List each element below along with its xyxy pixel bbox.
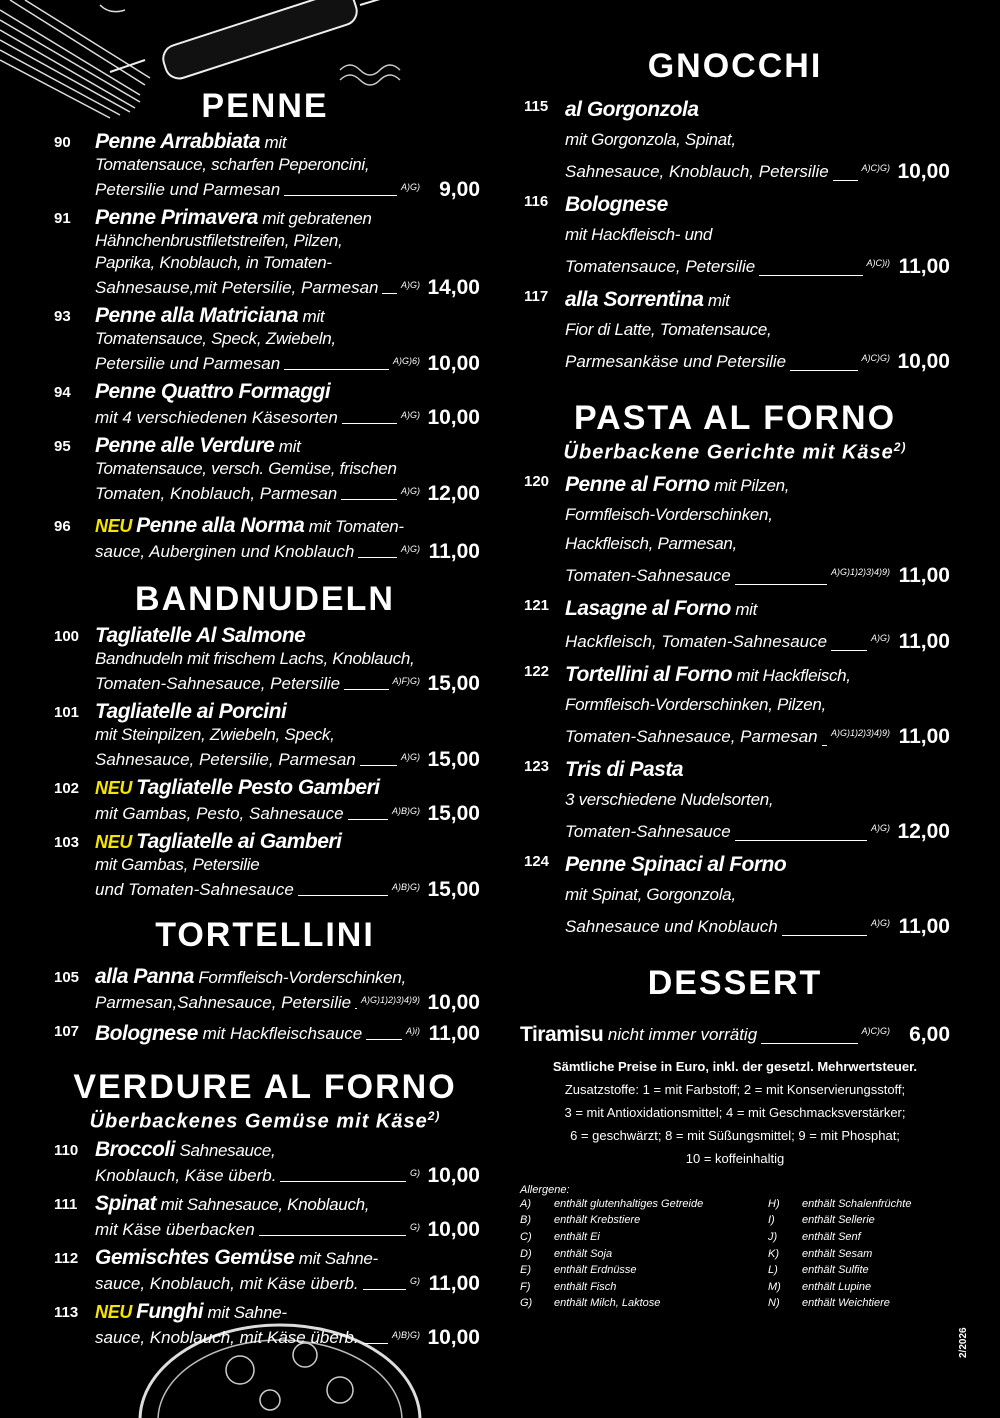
allergen-codes: A)G) — [871, 633, 890, 644]
allergen-codes: A)G)1)2)3)4)9) — [830, 728, 890, 739]
item-desc: Bandnudeln mit frischem Lachs, Knoblauch, — [95, 648, 415, 668]
allergen-codes: A)G)6) — [393, 356, 420, 367]
item-number: 123 — [524, 758, 550, 776]
item-price: 11,00 — [898, 915, 950, 939]
item-desc: und Tomaten-Sahnesauce — [95, 879, 294, 899]
item-number: 115 — [524, 98, 549, 116]
item-price: 11,00 — [898, 630, 950, 654]
item-price: 14,00 — [427, 276, 480, 300]
allergen-text: enthält Sellerie — [802, 1214, 875, 1227]
version-label: 2/2026 — [958, 1327, 969, 1358]
menu-item — [520, 470, 950, 590]
allergen-text: enthält Schalenfrüchte — [802, 1197, 912, 1210]
allergen-codes: A)B)G) — [392, 881, 420, 892]
item-desc: Sahnesause,mit Petersilie, Parmesan — [95, 278, 379, 298]
item-name: Penne al Forno — [565, 473, 710, 497]
allergen-text: enthält Soja — [554, 1247, 613, 1260]
notes-line: 10 = koffeinhaltig — [685, 1150, 785, 1166]
item-desc: mit Sahnesauce, Knoblauch, — [160, 1195, 370, 1215]
item-price: 11,00 — [898, 725, 950, 749]
item-desc: mit Käse überbacken — [95, 1220, 255, 1240]
item-desc: Sahnesauce, Knoblauch, Petersilie — [565, 162, 829, 182]
subtitle-footnote: 2) — [893, 439, 907, 454]
allergen-codes: A)C)G) — [861, 1025, 890, 1036]
section-title-penne: PENNE — [201, 87, 329, 125]
allergen-code: B) — [520, 1214, 531, 1227]
item-desc: mit Spinat, Gorgonzola, — [565, 885, 736, 905]
item-price: 9,00 — [439, 178, 480, 202]
item-name: Tiramisu — [520, 1022, 604, 1046]
new-badge: NEU — [95, 516, 133, 537]
allergen-codes: G) — [410, 1276, 420, 1287]
item-name: Tagliatelle Al Salmone — [95, 623, 306, 647]
item-desc: mit — [264, 133, 287, 153]
item-desc: mit Hackfleisch- und — [565, 225, 713, 245]
item-desc: mit Hackfleischsauce — [202, 1024, 363, 1044]
menu-item — [50, 1301, 480, 1349]
item-name: Penne Spinaci al Forno — [565, 853, 787, 877]
item-price: 10,00 — [897, 160, 950, 184]
item-desc: Tomaten, Knoblauch, Parmesan — [95, 484, 338, 504]
item-name: Tagliatelle ai Gamberi — [136, 829, 342, 853]
subtitle-text: Überbackene Gerichte mit Käse — [563, 441, 894, 464]
menu-item — [50, 966, 480, 1014]
menu-item — [50, 305, 480, 375]
allergen-code: H) — [768, 1197, 780, 1210]
price-notes — [520, 1055, 950, 1170]
left-column — [50, 88, 480, 1355]
item-desc: Hähnchenbrustfiletstreifen, Pilzen, — [95, 231, 343, 251]
item-desc: Formfleisch-Vorderschinken, — [198, 968, 406, 988]
item-desc: mit Hackfleisch, — [736, 666, 851, 686]
item-number: 112 — [54, 1250, 79, 1268]
item-desc: Sahnesauce, — [179, 1141, 276, 1161]
item-number: 105 — [54, 969, 80, 987]
item-desc: Tomaten-Sahnesauce — [565, 822, 731, 842]
item-desc: mit Sahne- — [207, 1303, 287, 1323]
section-title-verdure: VERDURE AL FORNO — [73, 1068, 457, 1107]
item-name: Tortellini al Forno — [565, 663, 733, 687]
item-name: Spinat — [95, 1192, 157, 1216]
item-price: 15,00 — [427, 747, 480, 771]
bandnudeln-list — [50, 625, 480, 901]
allergen-codes: A)C)G) — [861, 163, 890, 174]
item-price: 15,00 — [427, 671, 480, 695]
item-desc: Tomatensauce, Speck, Zwiebeln, — [95, 329, 336, 349]
allergen-codes: A)C)i) — [866, 258, 890, 269]
item-number: 91 — [54, 210, 71, 228]
allergen-text: enthält Lupine — [802, 1280, 872, 1293]
menu-item — [50, 515, 480, 563]
notes-line: Sämtliche Preise in Euro, inkl. der gesetzl. Mehrwertsteuer. — [552, 1058, 918, 1074]
item-desc: Parmesankäse und Petersilie — [565, 352, 787, 372]
menu-item — [520, 755, 950, 846]
allergen-heading: Allergene: — [520, 1183, 570, 1196]
item-desc: mit Sahne- — [298, 1249, 378, 1269]
allergen-list — [520, 1196, 950, 1312]
item-desc: Knoblauch, Käse überb. — [95, 1166, 277, 1186]
rolling-pin-icon — [110, 0, 410, 82]
item-desc: Sahnesauce, Petersilie, Parmesan — [95, 749, 356, 769]
item-number: 96 — [54, 518, 71, 536]
menu-item — [520, 594, 950, 656]
item-number: 116 — [524, 193, 549, 211]
item-desc: Petersilie und Parmesan — [95, 354, 281, 374]
allergen-text: enthält Sulfite — [802, 1264, 869, 1277]
item-number: 102 — [54, 779, 80, 797]
item-desc: Petersilie und Parmesan — [95, 180, 281, 200]
allergen-code: J) — [768, 1231, 778, 1244]
menu-item — [520, 95, 950, 186]
allergen-codes: A)G) — [871, 823, 890, 834]
new-badge: NEU — [95, 1302, 133, 1323]
dessert-item — [520, 1017, 950, 1049]
forno-list — [520, 470, 950, 941]
menu-item — [50, 1020, 480, 1045]
item-price: 10,00 — [427, 1218, 480, 1242]
verdure-list — [50, 1139, 480, 1349]
item-name: Tagliatelle Pesto Gamberi — [136, 775, 380, 799]
item-desc: mit 4 verschiedenen Käsesorten — [95, 408, 338, 428]
allergen-codes: A)G)1)2)3)4)9) — [830, 567, 890, 578]
allergen-code: M) — [768, 1280, 781, 1293]
right-column — [520, 48, 950, 1312]
item-price: 15,00 — [427, 877, 480, 901]
item-desc: mit Gorgonzola, Spinat, — [565, 130, 736, 150]
item-name: Penne alla Norma — [136, 514, 305, 538]
item-desc: sauce, Knoblauch, mit Käse überb. — [95, 1328, 359, 1348]
item-name: Bolognese — [565, 193, 668, 217]
allergen-text: enthält Krebstiere — [554, 1214, 641, 1227]
item-number: 124 — [524, 853, 550, 871]
item-price: 12,00 — [897, 820, 950, 844]
item-number: 100 — [54, 627, 80, 645]
allergen-code: F) — [520, 1280, 531, 1293]
item-desc: Fior di Latte, Tomatensauce, — [565, 320, 772, 340]
item-number: 110 — [54, 1142, 79, 1160]
allergen-code: C) — [520, 1231, 532, 1244]
menu-item — [50, 1139, 480, 1187]
item-name: Penne Quattro Formaggi — [95, 380, 331, 404]
item-name: Penne Primavera — [95, 206, 258, 230]
item-desc: mit — [302, 307, 325, 327]
allergen-codes: A)i) — [406, 1026, 420, 1037]
section-title-tortellini: TORTELLINI — [155, 915, 375, 954]
allergen-text: enthält Milch, Laktose — [554, 1297, 661, 1310]
item-price: 11,00 — [898, 564, 950, 588]
item-number: 93 — [54, 308, 71, 326]
item-name: Gemischtes Gemüse — [95, 1246, 295, 1270]
item-price: 11,00 — [428, 540, 480, 564]
menu-item — [50, 435, 480, 505]
allergen-code: A) — [520, 1197, 531, 1210]
allergen-codes: A)B)G) — [392, 1330, 420, 1341]
item-price: 10,00 — [897, 350, 950, 374]
item-desc: Tomatensauce, Petersilie — [565, 257, 756, 277]
menu-item — [50, 1193, 480, 1241]
allergen-code: L) — [768, 1264, 778, 1277]
item-name: Tagliatelle ai Porcini — [95, 699, 287, 723]
menu-item — [520, 660, 950, 751]
item-number: 117 — [524, 288, 549, 306]
item-name: Penne alle Verdure — [95, 434, 275, 458]
allergen-codes: A)B)G) — [392, 805, 420, 816]
item-desc: Sahnesauce und Knoblauch — [565, 917, 778, 937]
subtitle-text: Überbackenes Gemüse mit Käse — [89, 1110, 428, 1133]
item-price: 11,00 — [898, 255, 950, 279]
item-number: 103 — [54, 833, 80, 851]
allergen-codes: A)G) — [401, 280, 420, 291]
item-name: Lasagne al Forno — [565, 597, 731, 621]
item-price: 11,00 — [428, 1022, 480, 1046]
notes-line: 6 = geschwärzt; 8 = mit Süßungsmittel; 9 = mit Phosphat; — [570, 1127, 900, 1143]
item-desc: Formfleisch-Vorderschinken, Pilzen, — [565, 695, 826, 715]
allergen-codes: A)G) — [871, 918, 890, 929]
item-price: 10,00 — [427, 352, 480, 376]
penne-list — [50, 131, 480, 563]
section-title-bandnudeln: BANDNUDELN — [135, 580, 395, 619]
allergen-text: enthält glutenhaltiges Getreide — [554, 1197, 704, 1210]
allergen-code: G) — [520, 1297, 533, 1310]
allergen-code: E) — [520, 1264, 531, 1277]
item-number: 94 — [54, 384, 71, 402]
item-desc: mit Tomaten- — [308, 517, 404, 537]
allergen-code: K) — [768, 1247, 779, 1260]
section-title-gnocchi: GNOCCHI — [647, 47, 823, 85]
menu-item — [50, 1247, 480, 1295]
item-desc: mit Gambas, Petersilie — [95, 854, 260, 874]
item-desc: Hackfleisch, Parmesan, — [565, 534, 737, 554]
allergen-text: enthält Senf — [802, 1231, 861, 1244]
item-desc: mit — [707, 291, 730, 311]
item-number: 111 — [54, 1196, 78, 1214]
item-name: Penne alla Matriciana — [95, 304, 299, 328]
item-desc: sauce, Knoblauch, mit Käse überb. — [95, 1274, 359, 1294]
item-desc: Formfleisch-Vorderschinken, — [565, 505, 773, 525]
allergen-codes: A)G) — [401, 751, 420, 762]
item-desc: mit — [735, 600, 758, 620]
item-number: 113 — [54, 1304, 79, 1322]
item-number: 122 — [524, 663, 550, 681]
section-subtitle-forno — [520, 440, 950, 465]
allergen-text: enthält Weichtiere — [802, 1297, 890, 1310]
allergen-code: I) — [768, 1214, 775, 1227]
item-name: Broccoli — [95, 1138, 176, 1162]
item-desc: mit — [278, 437, 301, 457]
notes-line: Zusatzstoffe: 1 = mit Farbstoff; 2 = mit Konservierungsstoff; — [564, 1081, 906, 1097]
section-title-forno: PASTA AL FORNO — [573, 399, 897, 438]
item-price: 6,00 — [909, 1022, 950, 1046]
allergen-codes: A)F)G) — [392, 675, 420, 686]
notes-line: 3 = mit Antioxidationsmittel; 4 = mit Geschmacksverstärker; — [564, 1104, 906, 1120]
subtitle-footnote: 2) — [427, 1108, 441, 1123]
item-desc: Paprika, Knoblauch, in Tomaten- — [95, 253, 332, 273]
allergen-codes: A)G) — [401, 410, 420, 421]
allergen-code: D) — [520, 1247, 532, 1260]
allergen-codes: G) — [410, 1222, 420, 1233]
section-title-dessert: DESSERT — [647, 964, 823, 1003]
item-number: 101 — [54, 703, 80, 721]
item-desc: nicht immer vorrätig — [607, 1024, 758, 1044]
gnocchi-list — [520, 95, 950, 376]
item-desc: mit Pilzen, — [714, 476, 790, 496]
item-desc: 3 verschiedene Nudelsorten, — [565, 790, 774, 810]
new-badge: NEU — [95, 831, 133, 852]
new-badge: NEU — [95, 777, 133, 798]
allergen-codes: A)G) — [401, 486, 420, 497]
item-number: 107 — [54, 1023, 80, 1041]
item-name: Penne Arrabbiata — [95, 130, 261, 154]
item-desc: Tomatensauce, scharfen Peperoncini, — [95, 155, 370, 175]
menu-item — [50, 701, 480, 771]
item-desc: mit Steinpilzen, Zwiebeln, Speck, — [95, 724, 335, 744]
allergen-text: enthält Sesam — [802, 1247, 873, 1260]
item-desc: Tomaten-Sahnesauce, Parmesan — [565, 727, 818, 747]
item-name: alla Panna — [95, 965, 194, 989]
allergen-codes: A)G) — [401, 182, 420, 193]
item-price: 11,00 — [428, 1272, 480, 1296]
menu-item — [50, 831, 480, 901]
item-number: 90 — [54, 134, 71, 152]
item-price: 10,00 — [427, 991, 480, 1015]
item-desc: sauce, Auberginen und Knoblauch — [95, 542, 355, 562]
item-number: 95 — [54, 438, 71, 456]
menu-item — [520, 850, 950, 941]
allergen-codes: A)G)1)2)3)4)9) — [360, 995, 420, 1006]
allergen-text: enthält Erdnüsse — [554, 1264, 637, 1277]
item-price: 10,00 — [427, 1164, 480, 1188]
item-number: 120 — [524, 473, 550, 491]
item-name: Funghi — [136, 1300, 204, 1324]
item-desc: Tomaten-Sahnesauce — [565, 566, 731, 586]
item-name: Tris di Pasta — [565, 758, 684, 782]
item-desc: mit Gambas, Pesto, Sahnesauce — [95, 803, 344, 823]
allergen-codes: G) — [410, 1168, 420, 1179]
menu-item — [520, 190, 950, 281]
menu-item — [50, 381, 480, 429]
item-name: Bolognese — [95, 1022, 198, 1046]
menu-item — [50, 207, 480, 299]
section-subtitle-verdure — [50, 1109, 480, 1134]
item-number: 121 — [524, 597, 550, 615]
item-name: al Gorgonzola — [565, 98, 699, 122]
item-price: 10,00 — [427, 406, 480, 430]
item-name: alla Sorrentina — [565, 288, 704, 312]
menu-item — [50, 777, 480, 825]
allergen-codes: A)C)G) — [861, 353, 890, 364]
item-desc: Tomatensauce, versch. Gemüse, frischen — [95, 459, 397, 479]
menu-item — [50, 131, 480, 201]
allergen-codes: A)G) — [401, 544, 420, 555]
item-price: 12,00 — [427, 482, 480, 506]
tortellini-list — [50, 966, 480, 1045]
allergen-text: enthält Fisch — [554, 1280, 617, 1293]
menu-item — [520, 285, 950, 376]
item-desc: Tomaten-Sahnesauce, Petersilie — [95, 673, 341, 693]
menu-item — [50, 625, 480, 695]
item-desc: Parmesan,Sahnesauce, Petersilie — [95, 993, 352, 1013]
allergen-code: N) — [768, 1297, 780, 1310]
item-desc: mit gebratenen — [262, 209, 372, 229]
item-price: 15,00 — [427, 801, 480, 825]
item-price: 10,00 — [427, 1326, 480, 1350]
allergen-text: enthält Ei — [554, 1231, 600, 1244]
item-desc: Hackfleisch, Tomaten-Sahnesauce — [565, 632, 828, 652]
